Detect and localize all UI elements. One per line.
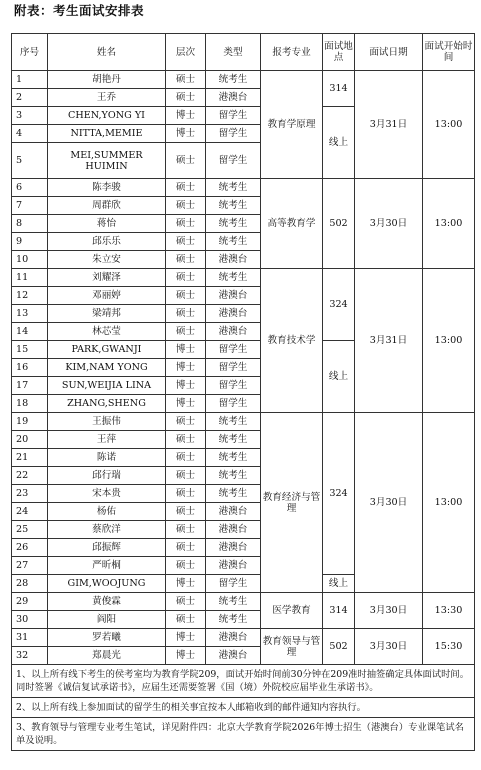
table-row [12, 269, 475, 287]
row-no: 26 [12, 539, 48, 557]
row-level: 硕士 [166, 323, 206, 341]
row-level: 硕士 [166, 143, 206, 179]
group-major: 高等教育学 [261, 179, 323, 269]
table-row [12, 413, 475, 431]
header-date: 面试日期 [355, 34, 423, 71]
row-name: 宋本贵 [48, 485, 166, 503]
row-type: 留学生 [206, 359, 261, 377]
row-no: 22 [12, 467, 48, 485]
group-date: 3月30日 [355, 629, 423, 665]
row-type: 统考生 [206, 269, 261, 287]
row-name: 林芯莹 [48, 323, 166, 341]
row-no: 6 [12, 179, 48, 197]
group-major: 教育经济与管理 [261, 413, 323, 593]
row-level: 硕士 [166, 449, 206, 467]
row-level: 硕士 [166, 71, 206, 89]
row-level: 硕士 [166, 413, 206, 431]
group-time: 13:00 [423, 179, 475, 269]
group-date: 3月31日 [355, 269, 423, 413]
row-name: KIM,NAM YONG [48, 359, 166, 377]
row-type: 留学生 [206, 575, 261, 593]
row-type: 港澳台 [206, 539, 261, 557]
row-no: 19 [12, 413, 48, 431]
row-name: 邱行瑞 [48, 467, 166, 485]
group-date: 3月30日 [355, 179, 423, 269]
header-level: 层次 [166, 34, 206, 71]
row-type: 港澳台 [206, 89, 261, 107]
row-name: NITTA,MEMIE [48, 125, 166, 143]
group-time: 13:30 [423, 593, 475, 629]
row-level: 硕士 [166, 179, 206, 197]
row-no: 31 [12, 629, 48, 647]
header-time: 面试开始时间 [423, 34, 475, 71]
row-type: 统考生 [206, 485, 261, 503]
header-no: 序号 [12, 34, 48, 71]
row-type: 统考生 [206, 467, 261, 485]
row-name: 陈诺 [48, 449, 166, 467]
row-level: 博士 [166, 107, 206, 125]
row-name: 蒋怡 [48, 215, 166, 233]
row-level: 硕士 [166, 269, 206, 287]
row-name: 梁靖邦 [48, 305, 166, 323]
row-level: 硕士 [166, 251, 206, 269]
row-no: 23 [12, 485, 48, 503]
note-1: 1、以上所有线下考生的侯考室均为教育学院209，面试开始时间前30分钟在209准时抽签确定具体面试时间。同时签署《诚信复试承诺书》，应届生还需要签署《国（境）外院校应届毕业生承诺书》。 [12, 665, 475, 698]
row-type: 港澳台 [206, 647, 261, 665]
note-row [12, 718, 475, 751]
row-type: 统考生 [206, 413, 261, 431]
row-no: 14 [12, 323, 48, 341]
table-row [12, 629, 475, 647]
note-3: 3、教育领导与管理专业考生笔试，详见附件四：北京大学教育学院2026年博士招生（港澳台）专业课笔试名单及说明。 [12, 718, 475, 751]
row-type: 统考生 [206, 179, 261, 197]
row-type: 留学生 [206, 395, 261, 413]
row-name: 邱乐乐 [48, 233, 166, 251]
row-no: 24 [12, 503, 48, 521]
group-time: 13:00 [423, 269, 475, 413]
row-type: 港澳台 [206, 323, 261, 341]
row-no: 9 [12, 233, 48, 251]
row-name: 严昕桐 [48, 557, 166, 575]
row-name: 胡艳丹 [48, 71, 166, 89]
row-level: 硕士 [166, 431, 206, 449]
row-no: 15 [12, 341, 48, 359]
row-type: 留学生 [206, 143, 261, 179]
row-no: 16 [12, 359, 48, 377]
row-type: 港澳台 [206, 251, 261, 269]
row-type: 留学生 [206, 125, 261, 143]
row-type: 港澳台 [206, 629, 261, 647]
row-no: 4 [12, 125, 48, 143]
table-header-row [12, 34, 475, 71]
row-no: 25 [12, 521, 48, 539]
row-name: 邓丽婷 [48, 287, 166, 305]
row-level: 硕士 [166, 467, 206, 485]
row-no: 30 [12, 611, 48, 629]
row-type: 统考生 [206, 197, 261, 215]
header-major: 报考专业 [261, 34, 323, 71]
row-level: 博士 [166, 395, 206, 413]
group-location-online: 线上 [323, 575, 355, 593]
row-name: CHEN,YONG YI [48, 107, 166, 125]
row-level: 硕士 [166, 593, 206, 611]
row-no: 5 [12, 143, 48, 179]
group-time: 13:00 [423, 71, 475, 179]
row-name: 朱立安 [48, 251, 166, 269]
row-level: 硕士 [166, 197, 206, 215]
row-name: PARK,GWANJI [48, 341, 166, 359]
row-name: 周群欣 [48, 197, 166, 215]
row-no: 7 [12, 197, 48, 215]
row-type: 统考生 [206, 611, 261, 629]
page-title: 附表：考生面试安排表 [14, 3, 145, 18]
group-location: 324 [323, 269, 355, 341]
group-major: 医学教育 [261, 593, 323, 629]
header-type: 类型 [206, 34, 261, 71]
row-no: 3 [12, 107, 48, 125]
row-level: 硕士 [166, 611, 206, 629]
row-type: 统考生 [206, 431, 261, 449]
row-type: 统考生 [206, 71, 261, 89]
row-type: 统考生 [206, 215, 261, 233]
group-time: 15:30 [423, 629, 475, 665]
row-level: 硕士 [166, 89, 206, 107]
row-type: 港澳台 [206, 521, 261, 539]
row-level: 博士 [166, 341, 206, 359]
group-date: 3月31日 [355, 71, 423, 179]
row-level: 硕士 [166, 233, 206, 251]
row-name: 黄俊霖 [48, 593, 166, 611]
row-type: 港澳台 [206, 557, 261, 575]
group-location-online: 线上 [323, 107, 355, 179]
row-no: 13 [12, 305, 48, 323]
note-row [12, 665, 475, 698]
row-level: 博士 [166, 359, 206, 377]
row-no: 17 [12, 377, 48, 395]
row-no: 32 [12, 647, 48, 665]
row-name: 陈李骏 [48, 179, 166, 197]
row-level: 博士 [166, 629, 206, 647]
row-name: SUN,WEIJIA LINA [48, 377, 166, 395]
row-name: 郑晨光 [48, 647, 166, 665]
row-level: 博士 [166, 647, 206, 665]
row-name: GIM,WOOJUNG [48, 575, 166, 593]
row-name: 邱振辉 [48, 539, 166, 557]
group-location: 502 [323, 179, 355, 269]
group-location: 314 [323, 71, 355, 107]
row-type: 留学生 [206, 107, 261, 125]
row-no: 2 [12, 89, 48, 107]
note-row [12, 698, 475, 718]
row-name: 王萍 [48, 431, 166, 449]
row-no: 29 [12, 593, 48, 611]
group-location: 314 [323, 593, 355, 629]
row-no: 12 [12, 287, 48, 305]
row-no: 8 [12, 215, 48, 233]
row-name: 王乔 [48, 89, 166, 107]
row-type: 统考生 [206, 449, 261, 467]
header-location: 面试地点 [323, 34, 355, 71]
row-type: 港澳台 [206, 305, 261, 323]
row-name: 王振伟 [48, 413, 166, 431]
row-name: 刘耀泽 [48, 269, 166, 287]
table-row [12, 71, 475, 89]
row-no: 20 [12, 431, 48, 449]
group-major: 教育领导与管理 [261, 629, 323, 665]
row-no: 28 [12, 575, 48, 593]
row-level: 博士 [166, 575, 206, 593]
row-name: ZHANG,SHENG [48, 395, 166, 413]
row-no: 10 [12, 251, 48, 269]
row-no: 21 [12, 449, 48, 467]
row-name: 阎阳 [48, 611, 166, 629]
row-name: 蔡欣洋 [48, 521, 166, 539]
row-name: MEI,SUMMER HUIMIN [48, 143, 166, 179]
table-row [12, 593, 475, 611]
row-no: 1 [12, 71, 48, 89]
group-major: 教育学原理 [261, 71, 323, 179]
group-major: 教育技术学 [261, 269, 323, 413]
header-name: 姓名 [48, 34, 166, 71]
group-date: 3月30日 [355, 593, 423, 629]
row-name: 罗若曦 [48, 629, 166, 647]
row-type: 统考生 [206, 593, 261, 611]
group-date: 3月30日 [355, 413, 423, 593]
note-2: 2、以上所有线上参加面试的留学生的相关事宜按本人邮箱收到的邮件通知内容执行。 [12, 698, 475, 718]
row-no: 11 [12, 269, 48, 287]
row-type: 留学生 [206, 341, 261, 359]
row-level: 博士 [166, 125, 206, 143]
row-level: 硕士 [166, 521, 206, 539]
group-location: 324 [323, 413, 355, 575]
row-no: 27 [12, 557, 48, 575]
row-no: 18 [12, 395, 48, 413]
row-level: 硕士 [166, 305, 206, 323]
row-type: 港澳台 [206, 287, 261, 305]
row-name: 杨佑 [48, 503, 166, 521]
row-level: 硕士 [166, 215, 206, 233]
row-level: 硕士 [166, 539, 206, 557]
row-level: 硕士 [166, 485, 206, 503]
table-row [12, 179, 475, 197]
row-type: 统考生 [206, 233, 261, 251]
row-type: 留学生 [206, 377, 261, 395]
row-level: 硕士 [166, 287, 206, 305]
group-location: 502 [323, 629, 355, 665]
interview-schedule-table [11, 33, 475, 751]
row-level: 博士 [166, 377, 206, 395]
group-location-online: 线上 [323, 341, 355, 413]
row-level: 硕士 [166, 503, 206, 521]
row-type: 港澳台 [206, 503, 261, 521]
group-time: 13:00 [423, 413, 475, 593]
row-level: 硕士 [166, 557, 206, 575]
